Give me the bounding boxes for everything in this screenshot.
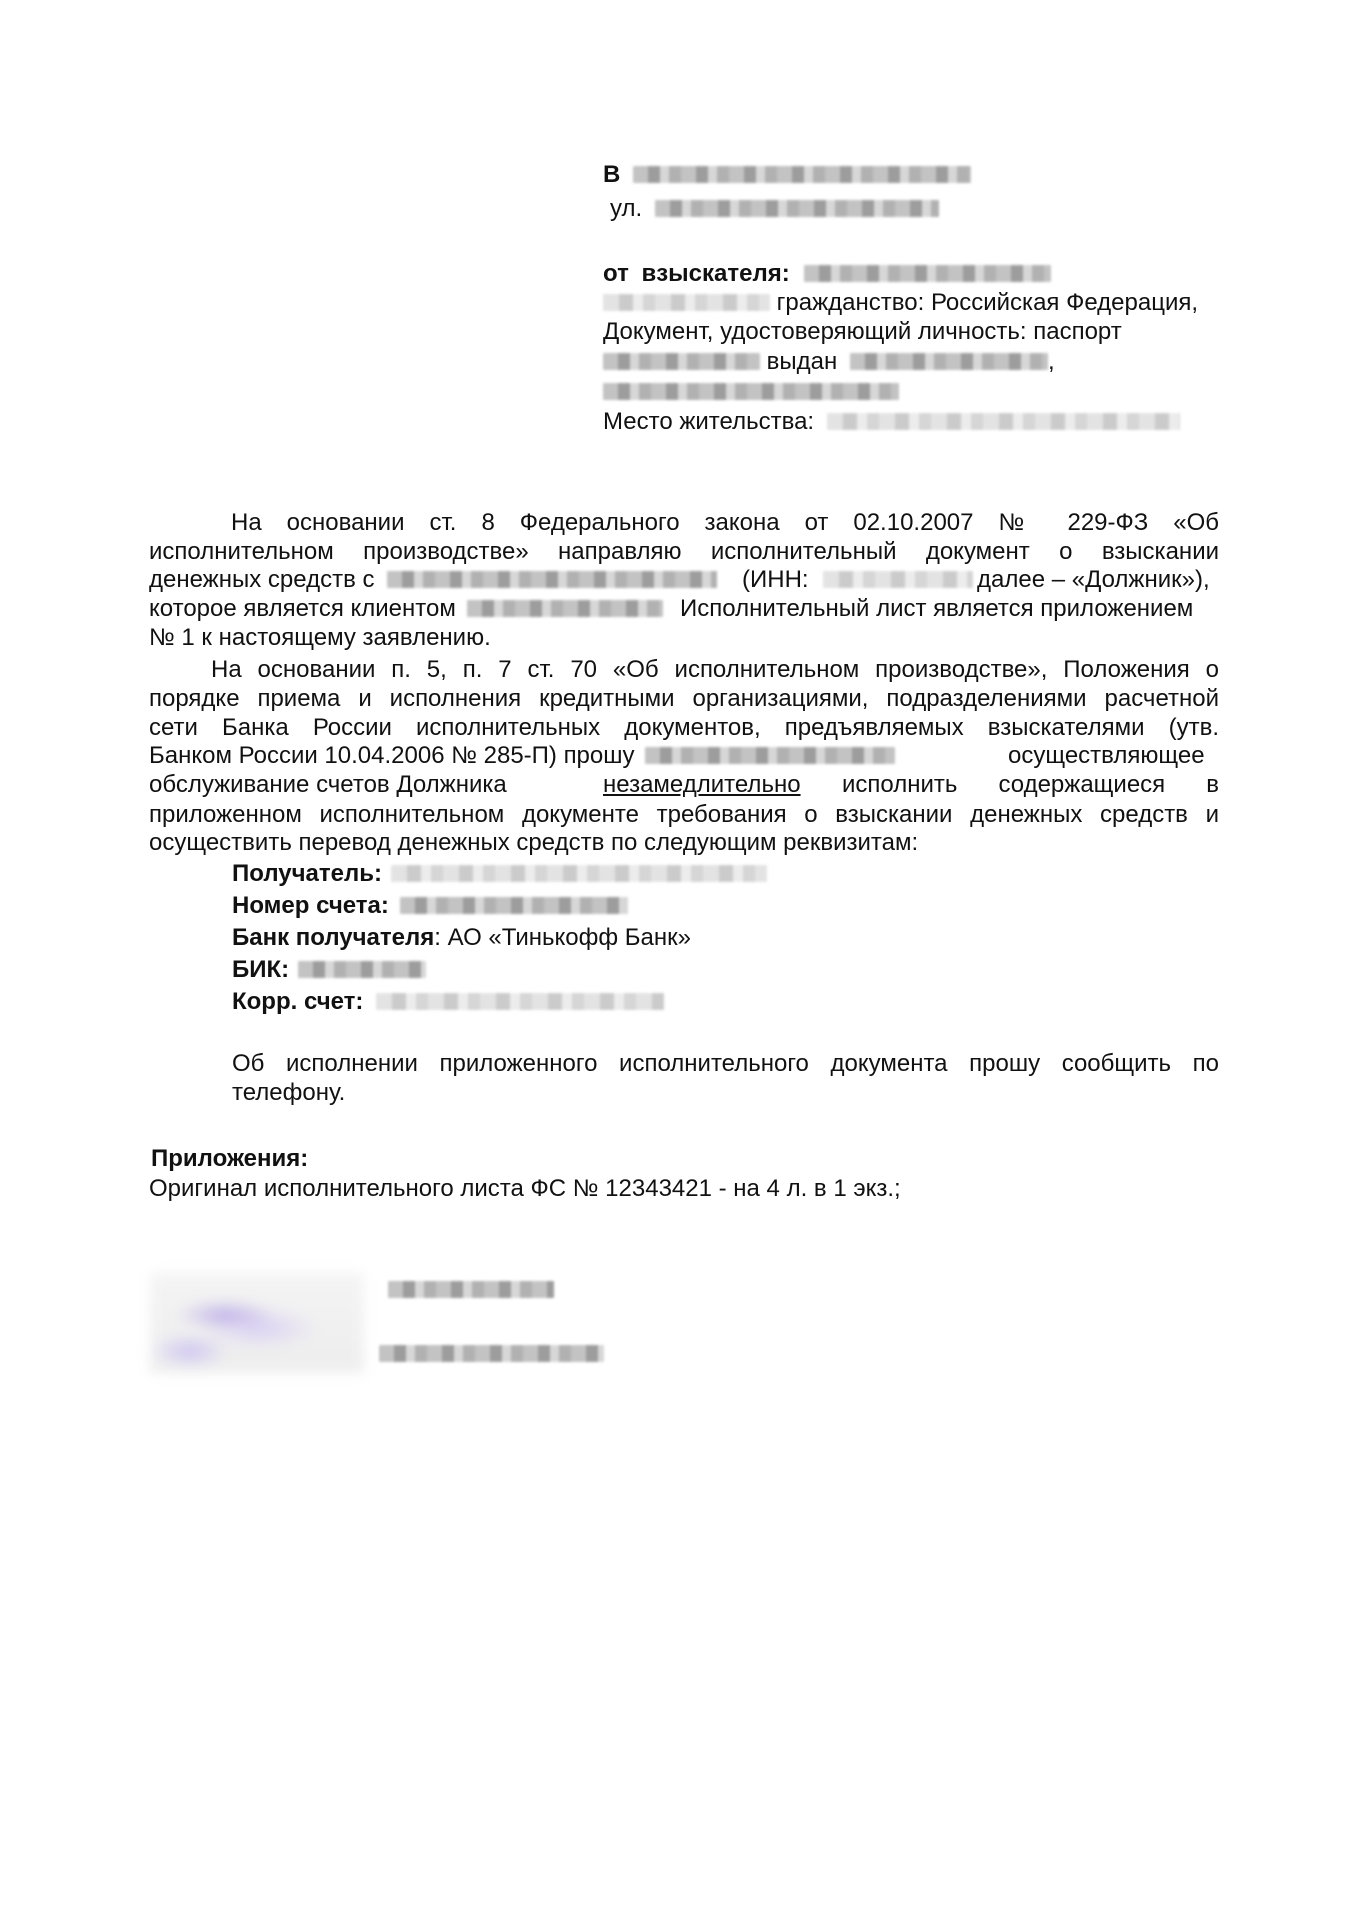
para2-line3: сети Банка России исполнительных документов, предъявляемых взыскателями (утв. bbox=[149, 714, 1219, 741]
para2-line1: На основании п. 5, п. 7 ст. 70 «Об исполнительном производстве», Положения о bbox=[211, 656, 1219, 683]
redacted-issuer-2 bbox=[603, 383, 899, 400]
signer-title-row bbox=[379, 1340, 604, 1368]
residence-line bbox=[603, 408, 1180, 436]
para2-line5-b: исполнить содержащиеся в bbox=[842, 771, 1219, 798]
redacted-residence bbox=[827, 413, 1180, 430]
street-line bbox=[610, 195, 939, 223]
para2-line5-a: обслуживание счетов Должника bbox=[149, 771, 507, 798]
addressee-line bbox=[603, 161, 971, 189]
redacted-issuer bbox=[850, 353, 1048, 370]
redacted-bik bbox=[298, 961, 426, 978]
redacted-addressee bbox=[633, 166, 971, 183]
redacted-corr bbox=[376, 993, 664, 1010]
para2-line4-b: осуществляющее bbox=[1008, 742, 1205, 769]
redacted-claimant-name-2 bbox=[603, 294, 770, 311]
para1-line3-c: далее – «Должник»), bbox=[977, 566, 1210, 593]
bik-label: БИК: bbox=[232, 956, 290, 983]
para2-line7: осуществить перевод денежных средств по следующим реквизитам: bbox=[149, 829, 919, 856]
redacted-recipient bbox=[391, 865, 767, 882]
attachment-item: Оригинал исполнительного листа ФС № 12343421 - на 4 л. в 1 экз.; bbox=[149, 1175, 901, 1202]
issuer-line bbox=[603, 378, 899, 406]
citizenship-text: гражданство: Российская Федерация, bbox=[776, 289, 1199, 316]
para2-line4-a: Банком России 10.04.2006 № 285-П) прошу bbox=[149, 742, 635, 769]
para2-line5-underlined: незамедлительно bbox=[603, 771, 801, 798]
para1-line1: На основании ст. 8 Федерального закона от 02.10.2007 № 229-ФЗ «Об bbox=[231, 509, 1219, 536]
signature-image bbox=[150, 1273, 364, 1373]
issued-label: выдан bbox=[766, 348, 838, 375]
street-label: ул. bbox=[610, 195, 643, 222]
claimant-line bbox=[603, 260, 1051, 288]
account-label: Номер счета: bbox=[232, 892, 389, 919]
passport-line bbox=[603, 348, 1055, 376]
notice-line2: телефону. bbox=[232, 1079, 346, 1106]
attachments-title: Приложения: bbox=[151, 1145, 309, 1172]
bik-row bbox=[232, 956, 426, 984]
para1-line5: № 1 к настоящему заявлению. bbox=[149, 624, 491, 651]
para1-line4 bbox=[149, 595, 663, 623]
para2-line4 bbox=[149, 742, 895, 770]
signer-name-row bbox=[388, 1276, 554, 1304]
bank-label: Банк получателя bbox=[232, 924, 435, 951]
para1-line3-a: денежных средств с bbox=[149, 566, 375, 593]
claimant-label: от взыскателя: bbox=[603, 260, 790, 287]
bank-row bbox=[232, 924, 691, 952]
residence-label: Место жительства: bbox=[603, 408, 815, 435]
redacted-inn bbox=[823, 571, 973, 588]
corr-label: Корр. счет: bbox=[232, 988, 364, 1015]
bank-value: : АО «Тинькофф Банк» bbox=[434, 924, 691, 951]
account-row bbox=[232, 892, 628, 920]
redacted-passport-number bbox=[603, 353, 760, 370]
citizenship-line bbox=[603, 289, 1198, 317]
para1-line2: исполнительном производстве» направляю исполнительный документ о взыскании bbox=[149, 538, 1219, 565]
issued-comma: , bbox=[1047, 348, 1055, 375]
redacted-signer-title bbox=[379, 1345, 604, 1362]
id-document-line bbox=[603, 318, 1122, 346]
redacted-signer-name bbox=[388, 1281, 554, 1298]
id-document-text: Документ, удостоверяющий личность: паспорт bbox=[603, 318, 1122, 345]
addressee-prefix: В bbox=[603, 161, 621, 188]
para1-line4-a: которое является клиентом bbox=[149, 595, 456, 622]
para1-line3-inn bbox=[742, 566, 973, 594]
para1-line3-b: (ИНН: bbox=[742, 566, 809, 593]
redacted-account bbox=[400, 897, 628, 914]
notice-line1: Об исполнении приложенного исполнительного документа прошу сообщить по bbox=[232, 1050, 1219, 1077]
redacted-street bbox=[655, 200, 939, 217]
para1-line4-b: Исполнительный лист является приложением bbox=[680, 595, 1194, 622]
para2-line2: порядке приема и исполнения кредитными организациями, подразделениями расчетной bbox=[149, 685, 1219, 712]
corr-row bbox=[232, 988, 664, 1016]
redacted-bank-2 bbox=[645, 747, 895, 764]
redacted-bank bbox=[467, 600, 663, 617]
para1-line3 bbox=[149, 566, 717, 594]
redacted-debtor bbox=[387, 571, 717, 588]
recipient-label: Получатель: bbox=[232, 860, 382, 887]
para2-line6: приложенном исполнительном документе требования о взыскании денежных средств и bbox=[149, 801, 1219, 828]
recipient-row bbox=[232, 860, 767, 888]
redacted-claimant-name bbox=[804, 265, 1051, 282]
